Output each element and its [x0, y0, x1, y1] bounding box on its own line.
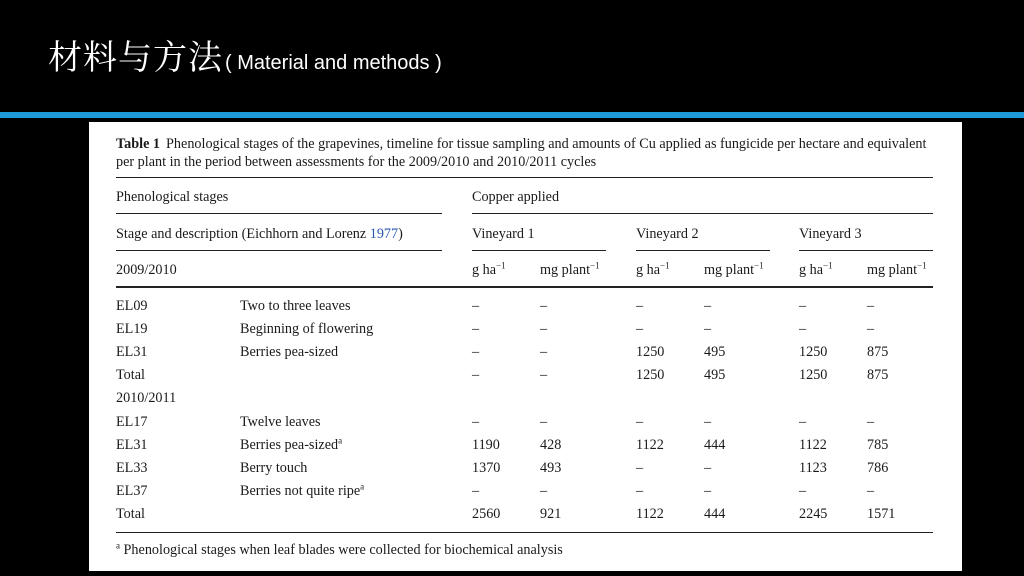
vineyard-rule-0: [116, 250, 442, 251]
copper-value-v3g: –: [799, 298, 807, 314]
copper-value-v3g: 1250: [799, 344, 828, 360]
stage-code: Total: [116, 506, 145, 522]
stage-description: Beginning of flowering: [240, 321, 374, 337]
table-label: Table 1: [116, 136, 161, 152]
copper-value-v1m: –: [540, 367, 548, 383]
copper-value-v3m: 786: [867, 460, 889, 476]
cycle-2009-2010: 2009/2010: [116, 262, 177, 278]
header-vineyard-3: Vineyard 3: [799, 226, 862, 242]
copper-value-v2g: –: [636, 321, 644, 337]
slide-title: [48, 30, 442, 79]
copper-value-v3m: –: [867, 414, 875, 430]
copper-value-v3m: –: [867, 298, 875, 314]
unit-mg-per-plant: mg plant$^{-1}$: [704, 260, 764, 278]
copper-value-v2m: –: [704, 321, 712, 337]
unit-g-per-ha: g $ha^{-1}$: [799, 260, 833, 278]
unit-g-per-ha: g $ha^{-1}$: [472, 260, 506, 278]
copper-value-v3m: –: [867, 483, 875, 499]
copper-value-v1m: –: [540, 298, 548, 314]
copper-value-v2g: –: [636, 414, 644, 430]
bottom-rule: [116, 532, 933, 533]
copper-value-v1g: –: [472, 298, 480, 314]
vineyard-rule-3: [799, 250, 933, 251]
slide-title-english: ( Material and methods ): [225, 52, 442, 74]
copper-value-v2g: 1122: [636, 437, 664, 453]
copper-value-v1m: 493: [540, 460, 562, 476]
copper-value-v3g: –: [799, 321, 807, 337]
header-vineyard-1: Vineyard 1: [472, 226, 535, 242]
unit-g-per-ha: g $ha^{-1}$: [636, 260, 670, 278]
copper-value-v1m: –: [540, 483, 548, 499]
footnote-marker: a: [360, 481, 365, 492]
copper-value-v1g: –: [472, 344, 480, 360]
accent-bar: [0, 112, 1024, 118]
unit-mg-per-plant: mg plant$^{-1}$: [540, 260, 600, 278]
copper-value-v1g: 1370: [472, 460, 501, 476]
citation-link[interactable]: 1977: [369, 226, 399, 242]
slide-title-chinese: 材料与方法: [48, 38, 223, 78]
copper-value-v2g: –: [636, 483, 644, 499]
copper-value-v3m: 875: [867, 344, 889, 360]
stage-code: EL31: [116, 344, 148, 360]
stage-description: Twelve leaves: [240, 414, 321, 430]
header-phenological-stages: Phenological stages: [116, 189, 229, 205]
vineyard-rule-2: [636, 250, 770, 251]
table-caption-text: Phenological stages of the grapevines, timeline for tissue sampling and amounts of Cu applied as fungicide per hectare and equivalent per plant in the period between assessments for the 2009/2010 and 2010/2011 cycles: [116, 136, 927, 170]
header-bottom-rule: [116, 286, 933, 288]
copper-value-v2m: –: [704, 483, 712, 499]
stage-description: Two to three leaves: [240, 298, 351, 314]
stage-description: Berries not quite ripe$^a$: [240, 481, 365, 499]
copper-value-v2g: –: [636, 460, 644, 476]
vineyard-rule-1: [472, 250, 606, 251]
unit-mg-per-plant: mg plant$^{-1}$: [867, 260, 927, 278]
stage-code: 2010/2011: [116, 390, 177, 406]
copper-value-v2m: 444: [704, 506, 726, 522]
copper-value-v1g: 2560: [472, 506, 501, 522]
copper-value-v3g: 1123: [799, 460, 827, 476]
stage-code: EL19: [116, 321, 148, 337]
copper-value-v3g: –: [799, 483, 807, 499]
copper-value-v1g: –: [472, 367, 480, 383]
stage-code: EL37: [116, 483, 148, 499]
copper-value-v3g: 2245: [799, 506, 828, 522]
copper-value-v3g: 1122: [799, 437, 827, 453]
footnote-marker: a: [338, 435, 343, 446]
copper-value-v1m: 428: [540, 437, 562, 453]
copper-value-v1m: –: [540, 321, 548, 337]
table-image: [89, 122, 962, 571]
header-rule-left: [116, 213, 442, 214]
stage-description: Berries pea-sized$^a$: [240, 435, 343, 453]
header-stage-description: Stage and description (Eichhorn and Lorenz 1977): [116, 226, 403, 242]
footnote-text: Phenological stages when leaf blades were collected for biochemical analysis: [120, 542, 563, 558]
copper-value-v3m: 785: [867, 437, 889, 453]
stage-code: EL09: [116, 298, 148, 314]
stage-code: EL33: [116, 460, 148, 476]
copper-value-v2m: –: [704, 298, 712, 314]
copper-value-v2m: 495: [704, 344, 726, 360]
copper-value-v3m: 1571: [867, 506, 896, 522]
footnote-marker: a: [116, 540, 120, 551]
stage-description: Berries pea-sized: [240, 344, 339, 360]
copper-value-v3g: –: [799, 414, 807, 430]
copper-value-v1g: –: [472, 414, 480, 430]
stage-code: EL31: [116, 437, 148, 453]
top-rule: [116, 177, 933, 178]
copper-value-v2g: 1250: [636, 344, 665, 360]
copper-value-v2g: 1250: [636, 367, 665, 383]
stage-description: Berry touch: [240, 460, 308, 476]
copper-value-v2m: –: [704, 460, 712, 476]
copper-value-v1m: 921: [540, 506, 562, 522]
header-vineyard-2: Vineyard 2: [636, 226, 699, 242]
table-footnote: [116, 542, 563, 559]
copper-value-v1g: –: [472, 321, 480, 337]
header-copper-applied: Copper applied: [472, 189, 560, 205]
copper-value-v1m: –: [540, 344, 548, 360]
stage-code: EL17: [116, 414, 148, 430]
copper-value-v2g: 1122: [636, 506, 664, 522]
copper-value-v2g: –: [636, 298, 644, 314]
copper-value-v1g: –: [472, 483, 480, 499]
copper-value-v3m: 875: [867, 367, 889, 383]
copper-value-v2m: 495: [704, 367, 726, 383]
copper-value-v1g: 1190: [472, 437, 500, 453]
table-caption: [116, 135, 936, 171]
copper-value-v2m: –: [704, 414, 712, 430]
copper-value-v3g: 1250: [799, 367, 828, 383]
header-rule-right: [472, 213, 933, 214]
stage-code: Total: [116, 367, 145, 383]
copper-value-v1m: –: [540, 414, 548, 430]
copper-value-v3m: –: [867, 321, 875, 337]
copper-value-v2m: 444: [704, 437, 726, 453]
